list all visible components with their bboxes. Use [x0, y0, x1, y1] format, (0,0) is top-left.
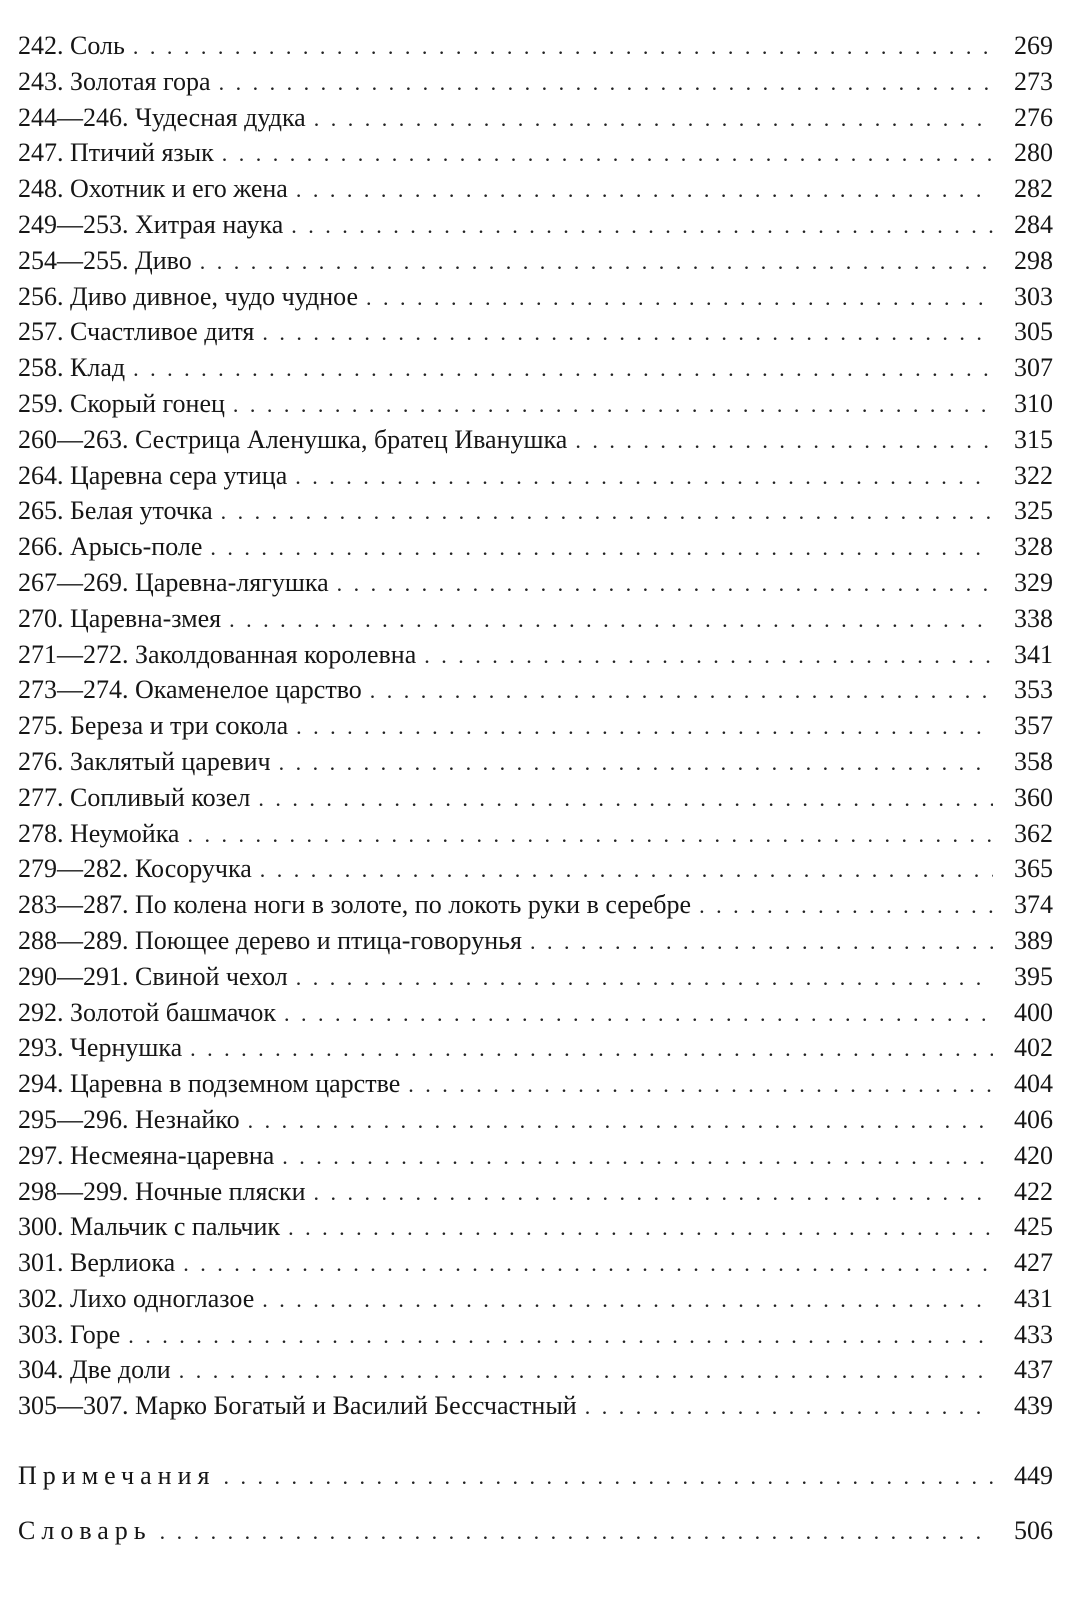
page-number: 282	[1014, 174, 1053, 204]
toc-entry	[18, 279, 1053, 315]
page-number: 422	[1014, 1176, 1053, 1206]
page-number: 315	[1014, 424, 1053, 454]
entry-title: 293. Чернушка	[18, 1033, 183, 1063]
entry-title: 276. Заклятый царевич	[18, 746, 271, 776]
page-number: 395	[1014, 961, 1053, 991]
toc-entry	[18, 601, 1053, 637]
entry-title: Примечания	[18, 1461, 216, 1491]
entry-title: 266. Арысь-поле	[18, 532, 203, 562]
dot-leader	[254, 1282, 993, 1318]
toc-entry	[18, 529, 1053, 565]
dot-leader	[691, 888, 993, 924]
entry-title: 297. Несмеяна-царевна	[18, 1140, 275, 1170]
toc-entry	[18, 1138, 1053, 1174]
page-number: 353	[1014, 675, 1053, 705]
toc-entry	[18, 64, 1053, 100]
entry-title: 273—274. Окаменелое царство	[18, 675, 362, 705]
entry-title: Словарь	[18, 1516, 152, 1546]
dot-leader	[120, 1318, 993, 1354]
toc-entry	[18, 708, 1053, 744]
toc-entry	[18, 959, 1053, 995]
toc-entry	[18, 780, 1053, 816]
entry-title: 242. Соль	[18, 31, 125, 60]
toc-entry	[18, 565, 1053, 601]
toc-section-entry	[18, 1448, 1053, 1503]
entry-title: 292. Золотой башмачок	[18, 997, 277, 1027]
page-number: 374	[1014, 890, 1053, 920]
toc-entry	[18, 995, 1053, 1031]
entry-title: 277. Сопливый козел	[18, 782, 251, 812]
dot-leader	[567, 423, 993, 459]
page-number: 360	[1014, 782, 1053, 812]
page-number: 276	[1014, 102, 1053, 132]
toc-entry	[18, 816, 1053, 852]
dot-leader	[362, 673, 993, 709]
entry-title: 264. Царевна сера утица	[18, 460, 288, 490]
dot-leader	[252, 852, 993, 888]
toc-entry	[18, 637, 1053, 673]
page-number: 449	[1014, 1461, 1053, 1491]
page-number: 437	[1014, 1355, 1053, 1385]
page-number: 406	[1014, 1104, 1053, 1134]
toc-entry	[18, 1245, 1053, 1281]
toc-section-entry	[18, 1503, 1053, 1558]
entry-title: 300. Мальчик с пальчик	[18, 1212, 281, 1242]
dot-leader	[211, 65, 993, 101]
dot-leader	[221, 602, 993, 638]
page-number: 439	[1014, 1391, 1053, 1421]
entry-title: 295—296. Незнайко	[18, 1104, 240, 1134]
toc-entry	[18, 28, 1053, 64]
page-number: 365	[1014, 854, 1053, 884]
entry-title: 243. Золотая гора	[18, 66, 211, 96]
dot-leader	[179, 817, 993, 853]
page-number: 404	[1014, 1069, 1053, 1099]
entry-title: 279—282. Косоручка	[18, 854, 252, 884]
entry-title: 298—299. Ночные пляски	[18, 1176, 306, 1206]
entry-title: 275. Береза и три сокола	[18, 711, 289, 741]
dot-leader	[329, 566, 993, 602]
entry-title: 267—269. Царевна-лягушка	[18, 567, 329, 597]
page-number: 427	[1014, 1248, 1053, 1278]
dot-leader	[202, 530, 993, 566]
entry-title: 257. Счастливое дитя	[18, 317, 255, 347]
page-number: 273	[1014, 66, 1053, 96]
page-number: 329	[1014, 567, 1053, 597]
entry-title: 259. Скорый гонец	[18, 388, 225, 418]
entry-title: 258. Клад	[18, 353, 126, 383]
entry-title: 294. Царевна в подземном царстве	[18, 1069, 401, 1099]
toc-entry	[18, 1174, 1053, 1210]
dot-leader	[280, 1210, 993, 1246]
entry-title: 288—289. Поющее дерево и птица-говорунья	[18, 925, 522, 955]
entry-title: 302. Лихо одноглазое	[18, 1283, 255, 1313]
page-number: 402	[1014, 1033, 1053, 1063]
entry-title: 303. Горе	[18, 1319, 121, 1349]
page-number: 431	[1014, 1283, 1053, 1313]
dot-leader	[192, 244, 993, 280]
toc-entry	[18, 887, 1053, 923]
dot-leader	[522, 924, 993, 960]
toc-entry	[18, 171, 1053, 207]
toc-entry	[18, 1388, 1053, 1424]
toc-entry	[18, 851, 1053, 887]
toc-entry	[18, 1281, 1053, 1317]
page-number: 322	[1014, 460, 1053, 490]
page-number: 506	[1014, 1516, 1053, 1546]
dot-leader	[276, 996, 993, 1032]
page-number: 425	[1014, 1212, 1053, 1242]
dot-leader	[225, 387, 993, 423]
toc-entry	[18, 135, 1053, 171]
entry-title: 304. Две доли	[18, 1355, 171, 1385]
dot-leader	[287, 459, 993, 495]
entry-title: 305—307. Марко Богатый и Василий Бессчастный	[18, 1391, 577, 1421]
page-number: 358	[1014, 746, 1053, 776]
page-number: 328	[1014, 532, 1053, 562]
dot-leader	[283, 208, 993, 244]
toc-entries-list	[18, 28, 1053, 1424]
toc-entry	[18, 744, 1053, 780]
page-number: 420	[1014, 1140, 1053, 1170]
dot-leader	[288, 709, 993, 745]
entry-title: 270. Царевна-змея	[18, 603, 222, 633]
toc-entry	[18, 1102, 1053, 1138]
dot-leader	[240, 1103, 993, 1139]
dot-leader	[175, 1246, 993, 1282]
page-number: 280	[1014, 138, 1053, 168]
entry-title: 254—255. Диво	[18, 245, 192, 275]
page-number: 284	[1014, 209, 1053, 239]
dot-leader	[274, 1139, 993, 1175]
dot-leader	[306, 1175, 993, 1211]
dot-leader	[213, 494, 993, 530]
page-number: 357	[1014, 711, 1053, 741]
entry-title: 301. Верлиока	[18, 1248, 176, 1278]
page-number: 338	[1014, 603, 1053, 633]
entry-title: 271—272. Заколдованная королевна	[18, 639, 417, 669]
entry-title: 290—291. Свиной чехол	[18, 961, 288, 991]
dot-leader	[250, 781, 993, 817]
page-number: 400	[1014, 997, 1053, 1027]
dot-leader	[125, 29, 993, 65]
dot-leader	[254, 315, 993, 351]
toc-sections-list	[18, 1448, 1053, 1558]
dot-leader	[152, 1504, 993, 1559]
dot-leader	[125, 351, 993, 387]
dot-leader	[288, 172, 993, 208]
dot-leader	[215, 1449, 993, 1504]
dot-leader	[271, 745, 993, 781]
toc-entry	[18, 672, 1053, 708]
dot-leader	[416, 638, 993, 674]
page-number: 307	[1014, 353, 1053, 383]
toc-entry	[18, 1352, 1053, 1388]
page-number: 433	[1014, 1319, 1053, 1349]
toc-entry	[18, 458, 1053, 494]
page-number: 389	[1014, 925, 1053, 955]
page-number: 305	[1014, 317, 1053, 347]
toc-entry	[18, 493, 1053, 529]
dot-leader	[358, 280, 993, 316]
toc-entry	[18, 350, 1053, 386]
entry-title: 265. Белая уточка	[18, 496, 213, 526]
page-number: 269	[1014, 31, 1053, 60]
toc-entry	[18, 100, 1053, 136]
toc-entry	[18, 1066, 1053, 1102]
toc-entry	[18, 1209, 1053, 1245]
toc-entry	[18, 422, 1053, 458]
toc-entry	[18, 243, 1053, 279]
entry-title: 249—253. Хитрая наука	[18, 209, 284, 239]
toc-entry	[18, 207, 1053, 243]
toc-entry	[18, 386, 1053, 422]
page-number: 303	[1014, 281, 1053, 311]
entry-title: 247. Птичий язык	[18, 138, 214, 168]
dot-leader	[182, 1031, 993, 1067]
dot-leader	[306, 101, 993, 137]
toc-entry	[18, 1317, 1053, 1353]
page-number: 341	[1014, 639, 1053, 669]
page-number: 325	[1014, 496, 1053, 526]
entry-title: 278. Неумойка	[18, 818, 180, 848]
dot-leader	[400, 1067, 993, 1103]
entry-title: 244—246. Чудесная дудка	[18, 102, 306, 132]
page-number: 362	[1014, 818, 1053, 848]
dot-leader	[288, 960, 993, 996]
dot-leader	[214, 136, 993, 172]
toc-entry	[18, 923, 1053, 959]
page-number: 298	[1014, 245, 1053, 275]
entry-title: 256. Диво дивное, чудо чудное	[18, 281, 359, 311]
toc-entry	[18, 1030, 1053, 1066]
toc-entry	[18, 314, 1053, 350]
entry-title: 283—287. По колена ноги в золоте, по локоть руки в серебре	[18, 890, 692, 920]
dot-leader	[577, 1389, 993, 1425]
entry-title: 248. Охотник и его жена	[18, 174, 288, 204]
page-number: 310	[1014, 388, 1053, 418]
entry-title: 260—263. Сестрица Аленушка, братец Иванушка	[18, 424, 568, 454]
dot-leader	[171, 1353, 993, 1389]
